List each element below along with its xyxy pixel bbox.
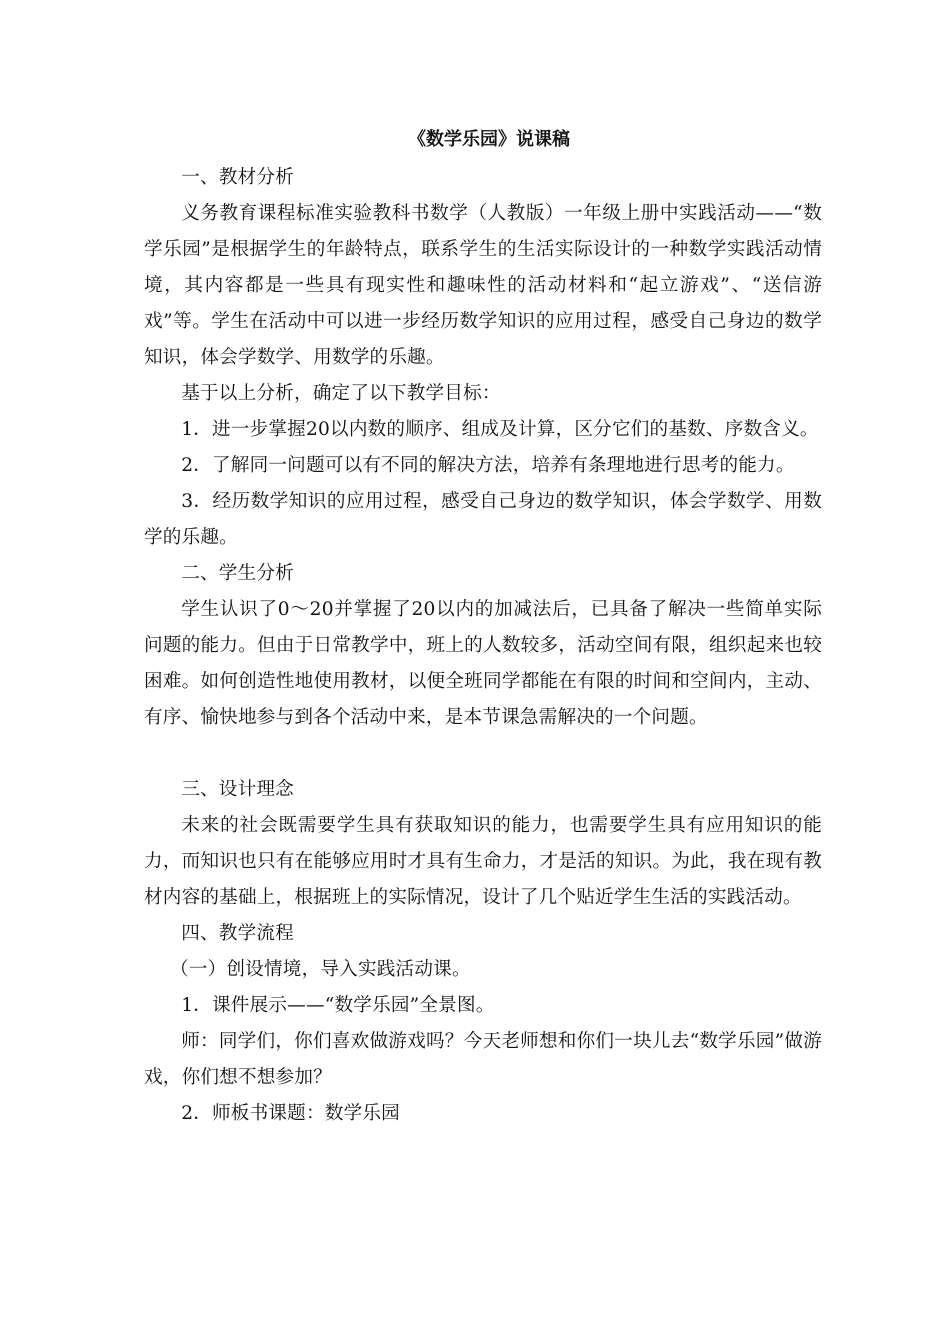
goal-item: 1．进一步掌握20以内数的顺序、组成及计算，区分它们的基数、序数含义。 [181,419,819,440]
paragraph: 未来的社会既需要学生具有获取知识的能力，也需要学生具有应用知识的能力，而知识也只有在能够应用时才具有生命力，才是活的知识。为此，我在现有教材内容的基础上，根据班上的实际情况，设计了几个贴近学生生活的实践活动。 [144,815,822,908]
goal-item: 3．经历数学知识的应用过程，感受自己身边的数学知识，体会学数学、用数学的乐趣。 [144,491,822,548]
dialogue-paragraph: 师：同学们，你们喜欢做游戏吗？今天老师想和你们一块儿去“数学乐园”做游戏，你们想不想参加？ [144,1031,822,1088]
section-heading: 四、教学流程 [181,923,294,944]
paragraph: 学生认识了0～20并掌握了20以内的加减法后，已具备了解决一些简单实际问题的能力。但由于日常教学中，班上的人数较多，活动空间有限，组织起来也较困难。如何创造性地使用教材，以便全班同学都能在有限的时间和空间内，主动、有序、愉快地参与到各个活动中来，是本节课急需解决的一个问题。 [144,599,822,728]
blank-line [144,736,822,772]
document-page [144,124,822,1132]
document-title: 《数学乐园》说课稿 [408,129,570,150]
paragraph: 基于以上分析，确定了以下教学目标： [181,383,501,404]
step-item: 1．课件展示——“数学乐园”全景图。 [181,995,495,1016]
section-heading: 一、教材分析 [181,167,294,188]
goal-item: 2．了解同一问题可以有不同的解决方法，培养有条理地进行思考的能力。 [181,455,795,476]
step-item: 2．师板书课题：数学乐园 [181,1103,400,1124]
paragraph: 义务教育课程标准实验教科书数学（人教版）一年级上册中实践活动——“数学乐园”是根据学生的年龄特点，联系学生的生活实际设计的一种数学实践活动情境，其内容都是一些具有现实性和趣味性的活动材料和“起立游戏”、“送信游戏”等。学生在活动中可以进一步经历数学知识的应用过程，感受自己身边的数学知识，体会学数学、用数学的乐趣。 [144,203,822,368]
section-heading: 二、学生分析 [181,563,294,584]
section-heading: 三、设计理念 [181,779,294,800]
subsection-heading: （一）创设情境，导入实践活动课。 [170,959,471,980]
